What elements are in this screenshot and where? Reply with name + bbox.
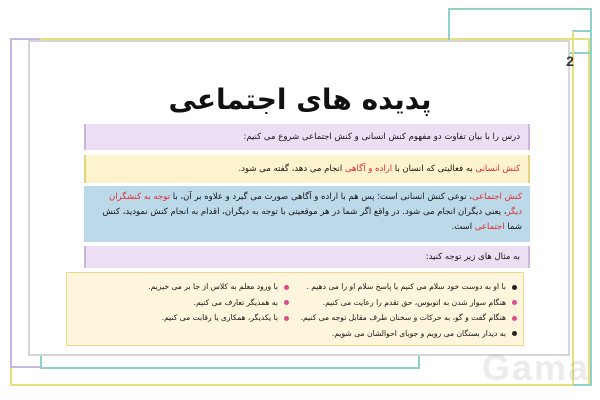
human-action-text-after: انجام می دهد، گفته می شود. bbox=[238, 164, 345, 174]
social-action-highlight-1: توجه به کنشگران دیگر bbox=[108, 192, 522, 217]
list-item: با او به دوست خود سلام می کنیم یا پاسخ سلام او را می دهیم . bbox=[297, 279, 517, 295]
social-action-text-3: است. bbox=[451, 222, 475, 232]
examples-heading: به مثال های زیر توجه کنید: bbox=[425, 252, 520, 262]
page-title: پدیده های اجتماعی bbox=[168, 83, 432, 116]
social-action-text-1: ، نوعی کنش انسانی است؛ پس هم با اراده و آگاهی صورت می گیرد و علاوه بر آن، با bbox=[170, 192, 472, 202]
social-action-text-2: ، یعنی دیگران انجام می شود. در واقع اگر شما در هر موقعیتی با توجه به دیگران، اقدام به انجام کنش نمودید، کنش شما bbox=[102, 207, 522, 232]
intro-text: درس را با بیان تفاوت دو مفهوم کنش انسانی و کنش اجتماعی شروع می کنیم: bbox=[243, 132, 520, 142]
watermark-logo: Gama bbox=[481, 347, 590, 388]
decorative-frame-teal-bottom bbox=[40, 355, 420, 369]
list-item: هنگام گفت و گو، به حرکات و سخنان طرف مقابل توجه می کنیم. bbox=[297, 310, 517, 326]
decorative-frame-teal-right bbox=[572, 30, 592, 386]
list-item: با یکدیگر، همکاری یا رقابت می کنیم. bbox=[69, 310, 289, 326]
bullet-icon bbox=[512, 285, 517, 290]
examples-box bbox=[66, 272, 524, 346]
list-item: با ورود معلم به کلاس از جا بر می خیزیم. bbox=[69, 279, 289, 295]
list-item: هنگام سوار شدن به اتوبوس، حق تقدم را رعایت می کنیم. bbox=[297, 295, 517, 311]
social-action-term: کنش اجتماعی bbox=[472, 192, 522, 202]
list-item: به دیدار بستگان می رویم و جویای احوالشان می شویم. bbox=[297, 326, 517, 342]
intro-band bbox=[84, 124, 530, 150]
bullet-icon bbox=[284, 285, 289, 290]
bullet-icon bbox=[512, 300, 517, 305]
human-action-highlight: اراده و آگاهی bbox=[344, 164, 393, 174]
bullet-icon bbox=[284, 300, 289, 305]
human-action-text-before: به فعالیتی که انسان با bbox=[392, 164, 476, 174]
examples-column-right bbox=[297, 279, 517, 341]
list-item: به همدیگر تعارف می کنیم. bbox=[69, 295, 289, 311]
bullet-icon bbox=[284, 316, 289, 321]
human-action-band bbox=[84, 155, 530, 183]
social-action-highlight-2: اجتماعی bbox=[474, 222, 505, 232]
page-number: 2 bbox=[566, 53, 574, 69]
examples-column-left bbox=[69, 279, 289, 326]
social-action-band bbox=[84, 186, 530, 242]
human-action-term: کنش انسانی bbox=[475, 164, 520, 174]
bullet-icon bbox=[512, 316, 517, 321]
bullet-icon bbox=[512, 331, 517, 336]
examples-heading-band bbox=[84, 246, 530, 268]
